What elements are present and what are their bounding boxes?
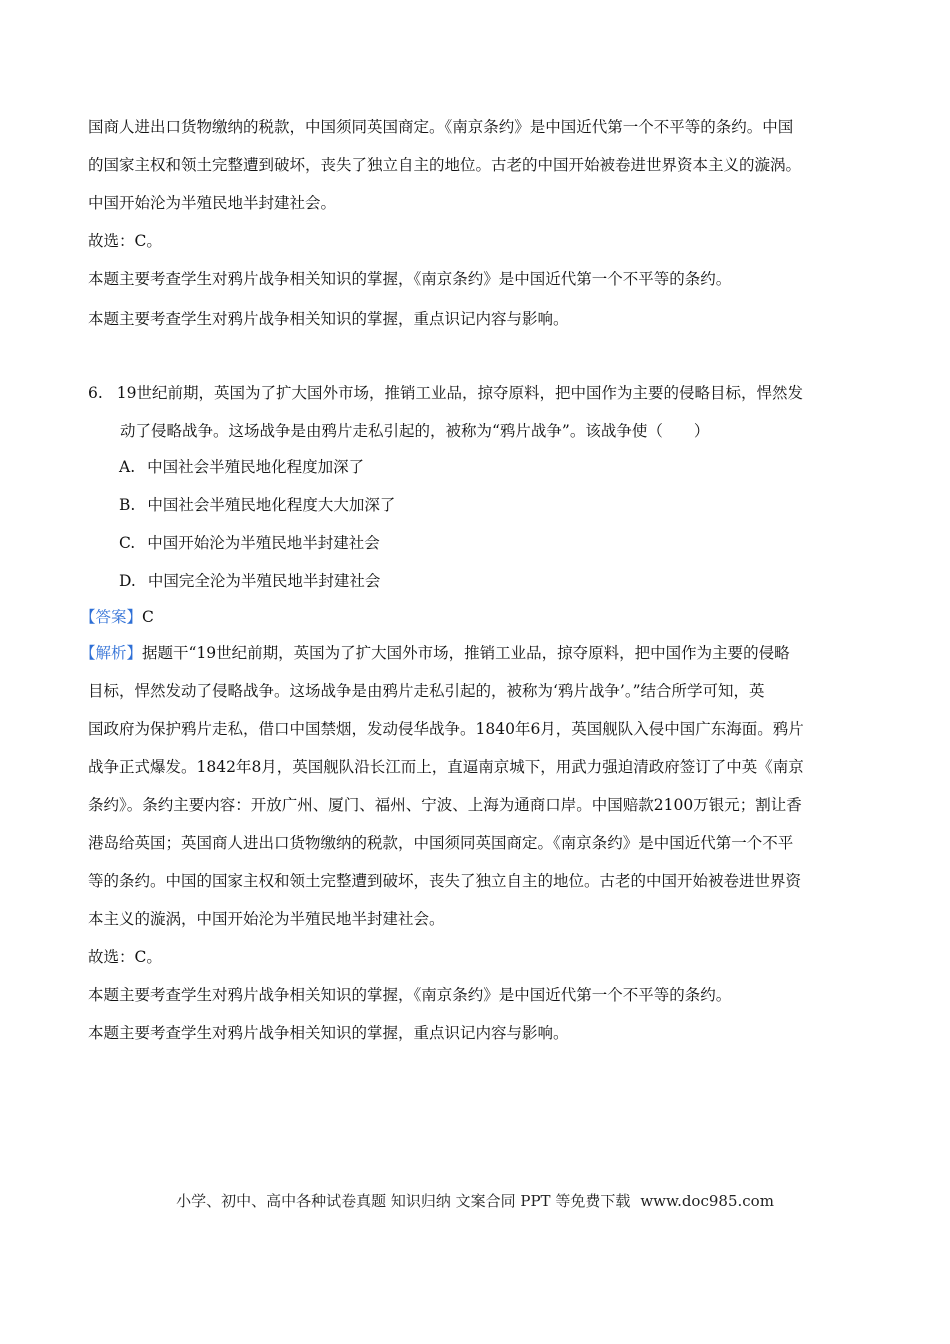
option-letter: D. xyxy=(119,572,136,590)
analysis-line: 等的条约。中国的国家主权和领土完整遭到破坏，丧失了独立自主的地位。古老的中国开始被卷进世界资 xyxy=(88,872,802,890)
option-text: 中国社会半殖民地化程度大大加深了 xyxy=(147,496,396,514)
question-stem-line1: 19世纪前期，英国为了扩大国外市场，推销工业品，掠夺原料，把中国作为主要的侵略目标，悍然发 xyxy=(116,384,804,402)
question-number: 6. xyxy=(88,384,103,402)
analysis-line: 条约》。条约主要内容：开放广州、厦门、福州、宁波、上海为通商口岸。中国赔款2100万银元；割让香 xyxy=(88,796,802,814)
option-letter: B. xyxy=(119,496,136,514)
analysis-line: 战争正式爆发。1842年8月，英国舰队沿长江而上，直逼南京城下，用武力强迫清政府签订了中英《南京 xyxy=(88,758,804,776)
prev-text-line: 中国开始沦为半殖民地半封建社会。 xyxy=(88,194,337,212)
prev-text-line: 的国家主权和领土完整遭到破坏，丧失了独立自主的地位。古老的中国开始被卷进世界资本主义的漩涡。 xyxy=(88,156,802,174)
answer-tag: 【答案】 xyxy=(80,608,143,626)
answer-value: C xyxy=(142,608,154,626)
analysis-text: 据题干“19世纪前期，英国为了扩大国外市场，推销工业品，掠夺原料，把中国作为主要的侵略 xyxy=(142,644,790,662)
summary-line: 本题主要考查学生对鸦片战争相关知识的掌握，重点识记内容与影响。 xyxy=(88,1024,569,1042)
page-footer xyxy=(0,1190,950,1211)
option-letter: C. xyxy=(119,534,136,552)
option-text: 中国社会半殖民地化程度加深了 xyxy=(147,458,365,476)
option-c xyxy=(119,533,380,553)
footer-link[interactable]: www.doc985.com xyxy=(640,1192,774,1210)
choice-line: 故选：C。 xyxy=(88,948,162,966)
analysis-tag: 【解析】 xyxy=(80,644,143,662)
prev-text-line: 国商人进出口货物缴纳的税款，中国须同英国商定。《南京条约》是中国近代第一个不平等的条约。中国 xyxy=(88,118,794,136)
question-stem-line2: 动了侵略战争。这场战争是由鸦片走私引起的，被称为“鸦片战争”。该战争使（ ） xyxy=(120,422,710,440)
analysis-line: 目标，悍然发动了侵略战争。这场战争是由鸦片走私引起的，被称为‘鸦片战争’。”结合所学可知，英 xyxy=(88,682,765,700)
option-b xyxy=(119,495,395,515)
summary-line: 本题主要考查学生对鸦片战争相关知识的掌握，《南京条约》是中国近代第一个不平等的条约。 xyxy=(88,986,732,1004)
prev-summary-line: 本题主要考查学生对鸦片战争相关知识的掌握，《南京条约》是中国近代第一个不平等的条约。 xyxy=(88,270,732,288)
prev-choice-line: 故选：C。 xyxy=(88,232,162,250)
analysis-line: 本主义的漩涡，中国开始沦为半殖民地半封建社会。 xyxy=(88,910,445,928)
prev-summary-line: 本题主要考查学生对鸦片战争相关知识的掌握，重点识记内容与影响。 xyxy=(88,310,569,328)
analysis-line xyxy=(80,643,790,663)
question-stem xyxy=(88,383,803,403)
analysis-line: 国政府为保护鸦片走私，借口中国禁烟，发动侵华战争。1840年6月，英国舰队入侵中国广东海面。鸦片 xyxy=(88,720,804,738)
option-text: 中国完全沦为半殖民地半封建社会 xyxy=(147,572,381,590)
analysis-line: 港岛给英国；英国商人进出口货物缴纳的税款，中国须同英国商定。《南京条约》是中国近代第一个不平 xyxy=(88,834,794,852)
option-text: 中国开始沦为半殖民地半封建社会 xyxy=(147,534,380,552)
option-letter: A. xyxy=(119,458,136,476)
footer-text: 小学、初中、高中各种试卷真题 知识归纳 文案合同 PPT 等免费下载 xyxy=(176,1192,631,1210)
option-a xyxy=(119,457,364,477)
option-d xyxy=(119,571,380,591)
answer-line xyxy=(80,607,154,627)
